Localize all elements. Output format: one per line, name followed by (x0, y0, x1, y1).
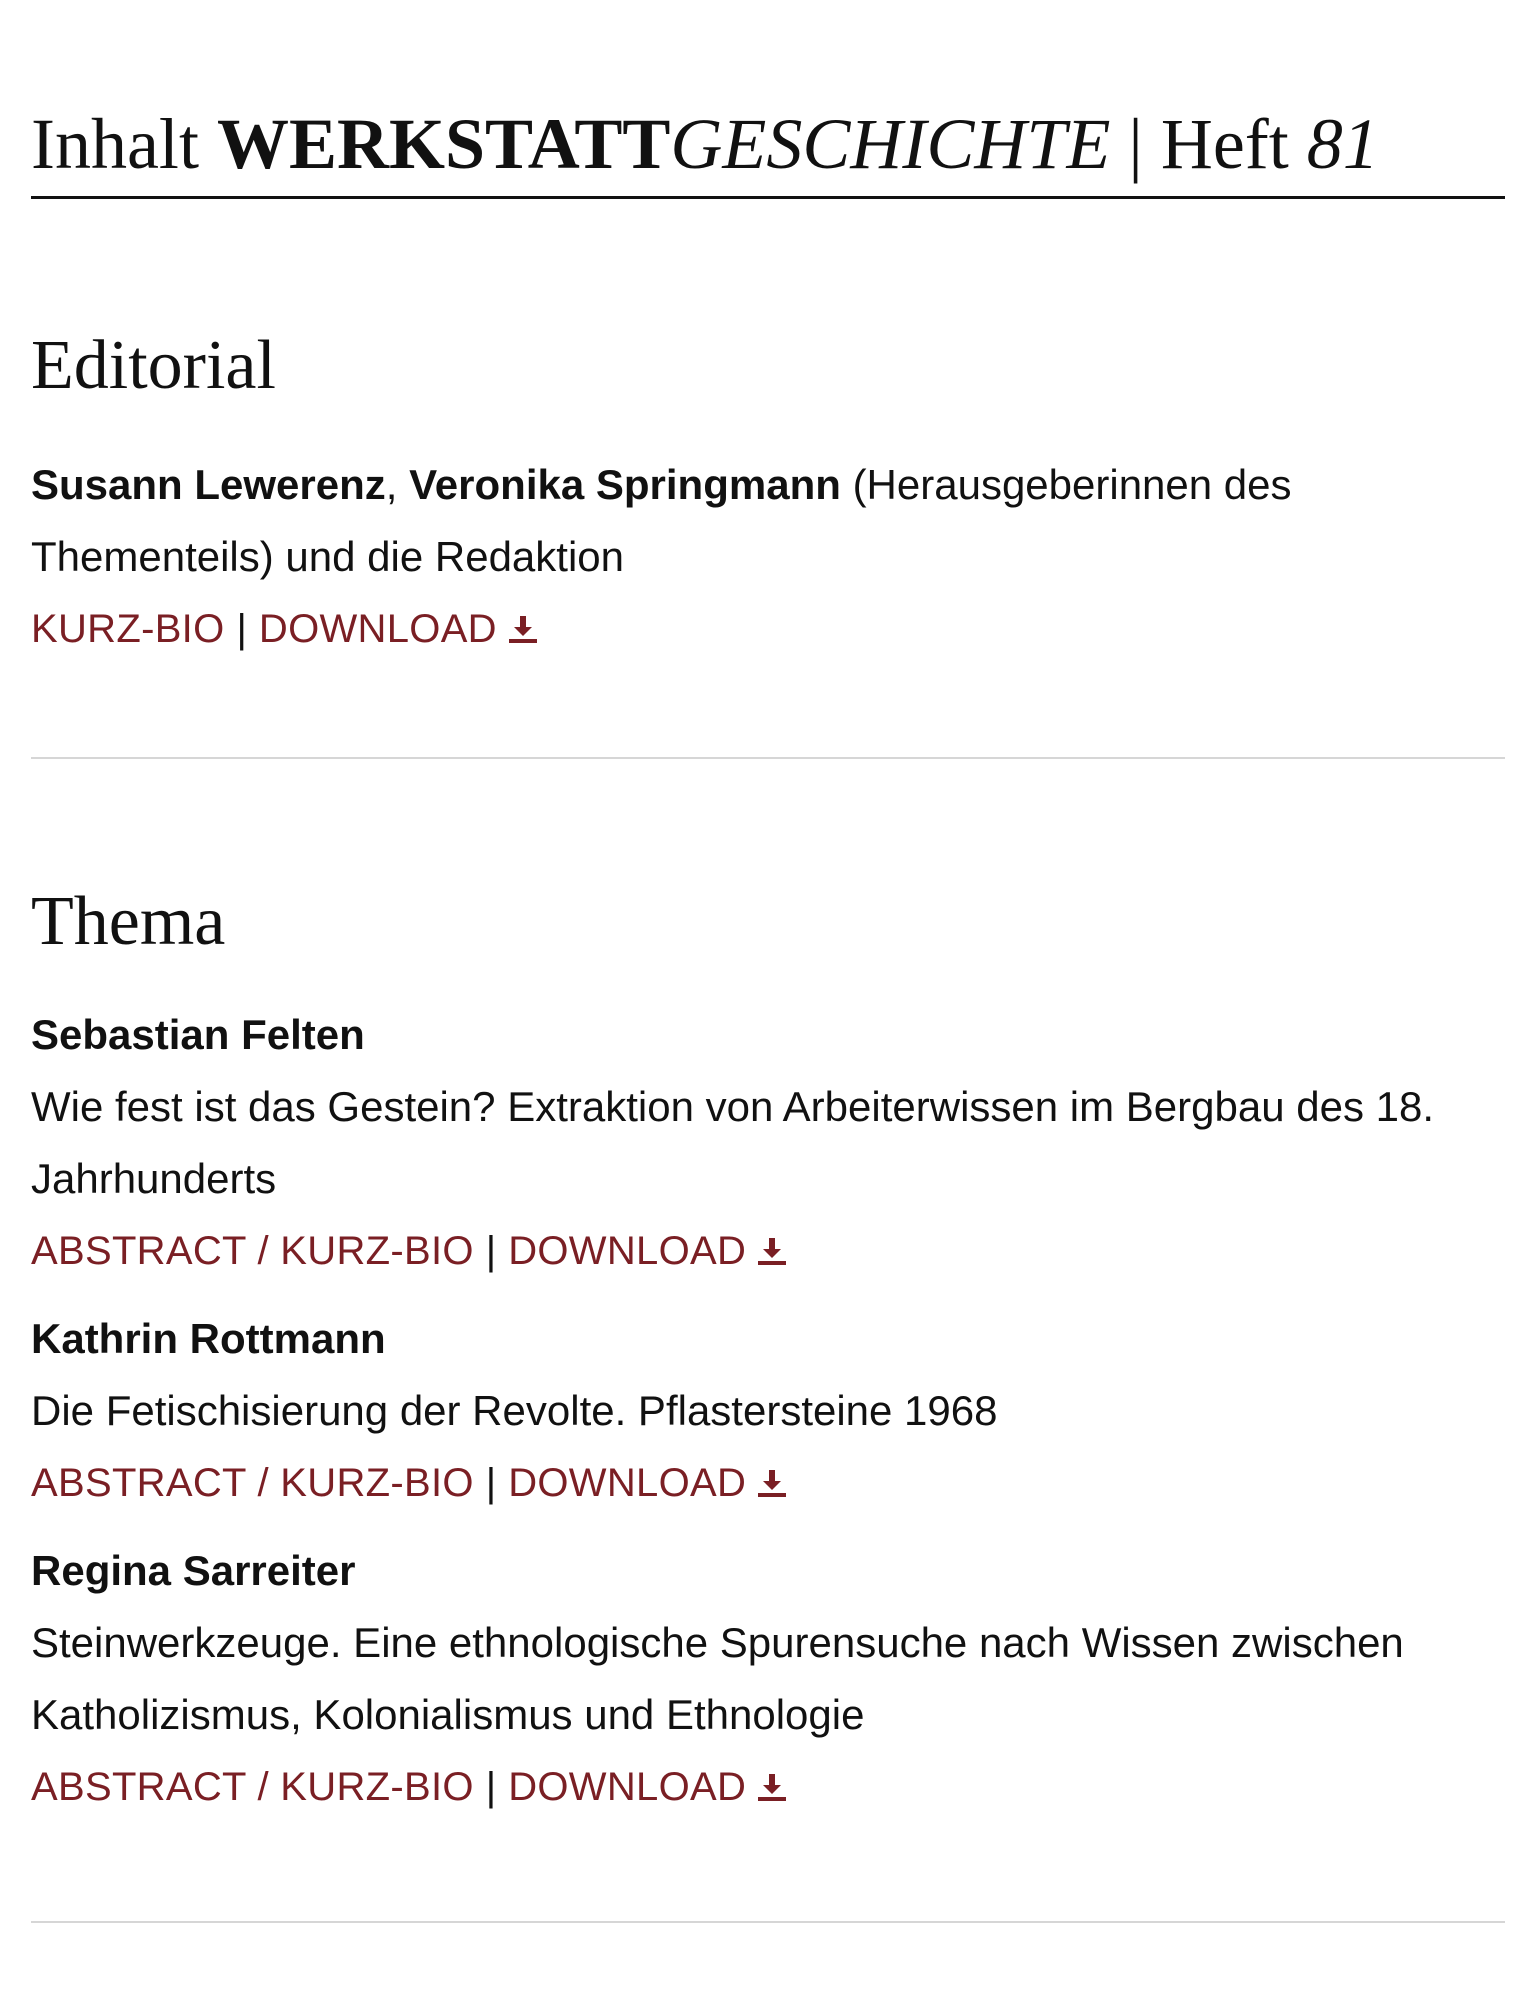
link-separator: | (485, 1765, 497, 1809)
author-name: Veronika Springmann (409, 461, 841, 508)
abstract-kurz-bio-link[interactable]: ABSTRACT / KURZ-BIO (31, 1461, 474, 1505)
download-icon (507, 614, 539, 644)
brand-name-italic: GESCHICHTE (670, 104, 1111, 184)
download-icon (756, 1468, 788, 1498)
download-link[interactable] (508, 1461, 788, 1505)
download-link[interactable] (508, 1229, 788, 1273)
article-entry (31, 1303, 1505, 1519)
section-divider (31, 757, 1505, 759)
article-title: Wie fest ist das Gestein? Extraktion von Arbeiterwissen im Bergbau des 18. Jahrhunderts (31, 1083, 1435, 1202)
author-name: Sebastian Felten (31, 1011, 365, 1058)
download-link-label: DOWNLOAD (508, 1229, 747, 1273)
article-entry (31, 1535, 1505, 1823)
link-separator: | (485, 1461, 497, 1505)
download-link-label: DOWNLOAD (508, 1765, 747, 1809)
title-separator: | (1128, 104, 1143, 184)
link-separator: | (485, 1229, 497, 1273)
download-link[interactable] (259, 607, 539, 651)
issue-label: Heft (1160, 104, 1289, 184)
download-icon (756, 1236, 788, 1266)
article-entry (31, 999, 1505, 1287)
download-icon (756, 1772, 788, 1802)
abstract-kurz-bio-link[interactable]: ABSTRACT / KURZ-BIO (31, 1765, 474, 1809)
article-title: Die Fetischisierung der Revolte. Pflastersteine 1968 (31, 1387, 998, 1434)
author-name: Susann Lewerenz (31, 461, 386, 508)
section-heading-thema: Thema (31, 883, 226, 960)
download-link[interactable] (508, 1765, 788, 1809)
content (31, 0, 1505, 1923)
author-name: Kathrin Rottmann (31, 1315, 386, 1362)
kurz-bio-link[interactable]: KURZ-BIO (31, 607, 225, 651)
editorial-credits (31, 449, 1505, 593)
section-divider (31, 1921, 1505, 1923)
download-link-label: DOWNLOAD (258, 607, 497, 651)
entry-links (31, 1751, 1505, 1823)
entry-links (31, 1447, 1505, 1519)
editorial-entry (31, 449, 1505, 665)
issue-number: 81 (1306, 104, 1379, 184)
brand-name-bold: WERKSTATT (216, 104, 671, 184)
link-separator: | (236, 607, 247, 651)
entry-links (31, 593, 1505, 665)
abstract-kurz-bio-link[interactable]: ABSTRACT / KURZ-BIO (31, 1229, 474, 1273)
title-prefix: Inhalt (31, 104, 199, 184)
entry-links (31, 1215, 1505, 1287)
author-name: Regina Sarreiter (31, 1547, 356, 1594)
author-comma: , (385, 461, 398, 508)
article-title: Steinwerkzeuge. Eine ethnologische Spurensuche nach Wissen zwischen Katholizismus, Kolonialismus und Ethnologie (31, 1619, 1404, 1738)
download-link-label: DOWNLOAD (508, 1461, 747, 1505)
editorial-credit-text: (Herausgeberinnen des Thementeils) und die Redaktion (31, 461, 1292, 580)
page-title (31, 0, 1505, 199)
section-heading-editorial: Editorial (31, 327, 276, 404)
